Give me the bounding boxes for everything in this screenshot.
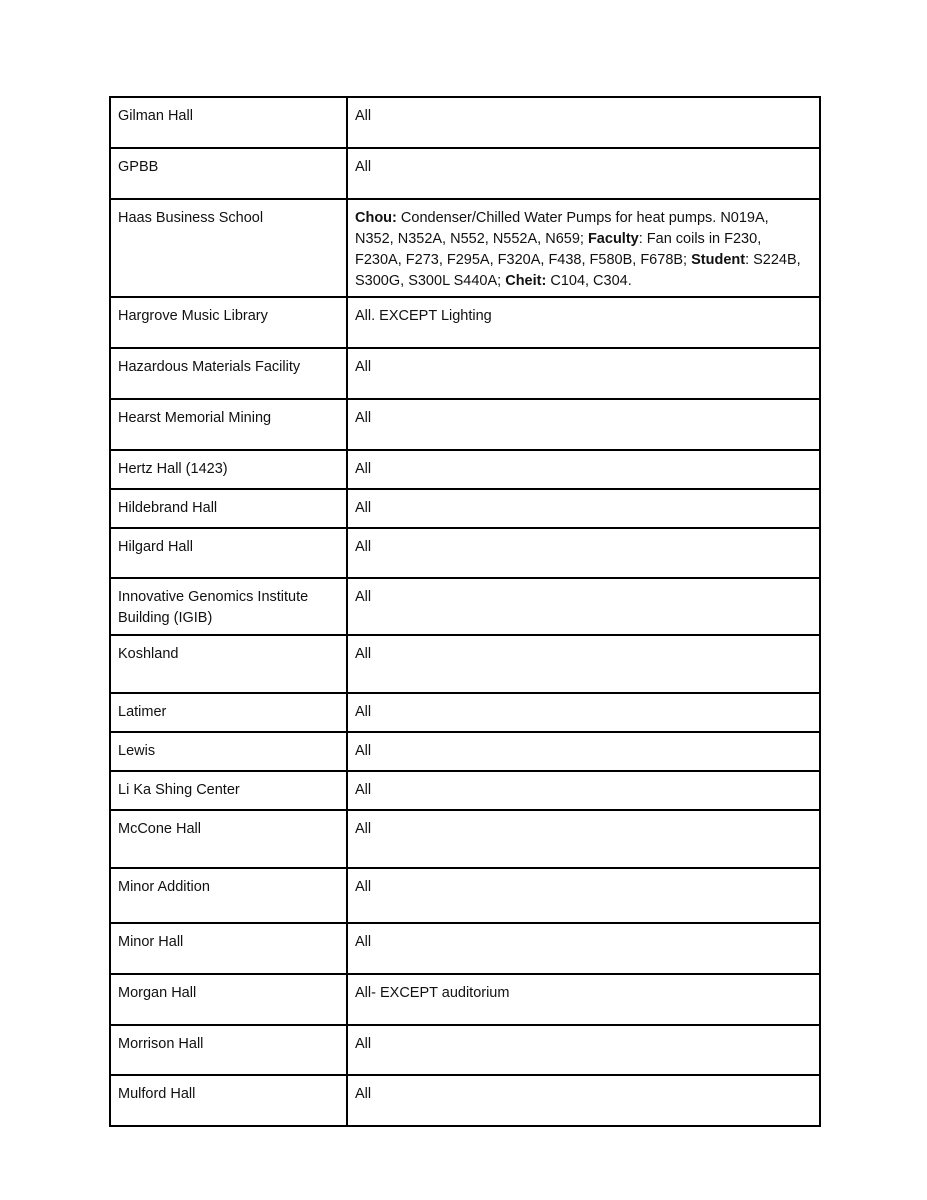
building-name: GPBB [110,148,347,199]
table-row [110,399,820,450]
scope-value: All [347,97,820,148]
table-row [110,923,820,974]
table-row [110,489,820,528]
building-name: Morgan Hall [110,974,347,1025]
building-name: Gilman Hall [110,97,347,148]
table-row [110,528,820,578]
table-row [110,771,820,810]
scope-value [347,199,820,297]
table-row [110,148,820,199]
table-row [110,1075,820,1126]
table-row [110,578,820,635]
table-row [110,810,820,868]
building-name: Hertz Hall (1423) [110,450,347,489]
table-row [110,635,820,693]
scope-segment-label: Faculty [587,231,639,247]
scope-segment-label: Chou: [355,210,397,226]
scope-segment: Condenser/Chilled Water Pumps for heat pumps. N019A, N352, N352A, N552, N552A, N659; [355,210,769,247]
table-row [110,974,820,1025]
building-name: Hargrove Music Library [110,297,347,348]
scope-value: All [347,578,820,635]
building-name: Lewis [110,732,347,771]
scope-value: All [347,1075,820,1126]
scope-segment: C104, C304. [546,273,632,289]
table-row [110,732,820,771]
building-name: Li Ka Shing Center [110,771,347,810]
building-name: Latimer [110,693,347,732]
table-row [110,693,820,732]
table-row [110,1025,820,1075]
building-name: Hazardous Materials Facility [110,348,347,399]
building-name: Koshland [110,635,347,693]
building-name: Mulford Hall [110,1075,347,1126]
building-name: Hildebrand Hall [110,489,347,528]
scope-segment: : S224B, S300G, S300L S440A; [355,252,801,289]
table-row [110,348,820,399]
table-row [110,199,820,297]
scope-value: All [347,148,820,199]
scope-value: All. EXCEPT Lighting [347,297,820,348]
scope-value: All [347,528,820,578]
scope-segment: : Fan coils in F230, F230A, F273, F295A, F320A, F438, F580B, F678B; [355,231,762,268]
scope-value: All- EXCEPT auditorium [347,974,820,1025]
scope-value: All [347,399,820,450]
scope-value: All [347,923,820,974]
building-name: McCone Hall [110,810,347,868]
table-row [110,868,820,923]
building-name: Minor Hall [110,923,347,974]
scope-value: All [347,868,820,923]
building-name: Minor Addition [110,868,347,923]
building-name: Haas Business School [110,199,347,297]
scope-value: All [347,635,820,693]
scope-value: All [347,1025,820,1075]
building-name: Morrison Hall [110,1025,347,1075]
scope-segment-label: Student [691,252,746,268]
table-row [110,97,820,148]
building-name: Hilgard Hall [110,528,347,578]
table-row [110,297,820,348]
scope-value: All [347,810,820,868]
scope-segment-label: Cheit: [505,273,547,289]
scope-value: All [347,450,820,489]
table-row [110,450,820,489]
building-name: Hearst Memorial Mining [110,399,347,450]
building-scope-table [109,96,821,1127]
building-name: Innovative Genomics Institute Building (IGIB) [110,578,347,635]
scope-value: All [347,771,820,810]
scope-value: All [347,693,820,732]
scope-value: All [347,489,820,528]
scope-value: All [347,348,820,399]
scope-value: All [347,732,820,771]
